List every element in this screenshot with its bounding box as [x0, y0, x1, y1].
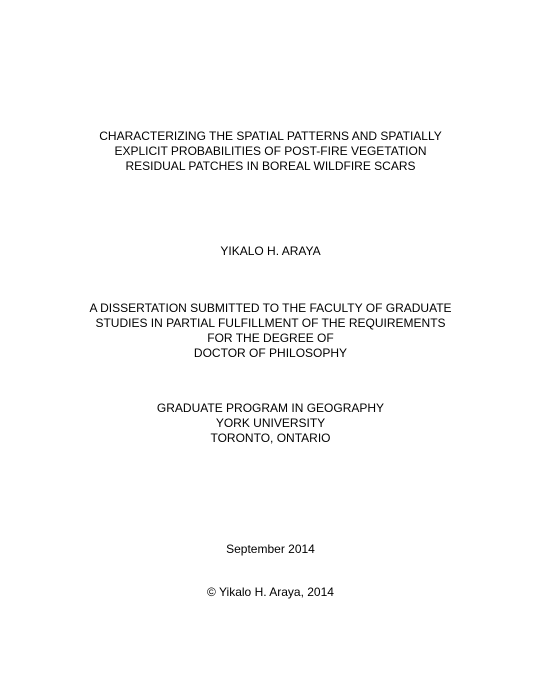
program-institution [0, 401, 541, 446]
program-line: GRADUATE PROGRAM IN GEOGRAPHY [156, 401, 385, 415]
institution-line: YORK UNIVERSITY [215, 416, 326, 430]
submission-date [0, 542, 541, 557]
statement-line: DOCTOR OF PHILOSOPHY [193, 346, 348, 360]
location-line: TORONTO, ONTARIO [210, 431, 331, 445]
title-line: RESIDUAL PATCHES IN BOREAL WILDFIRE SCARS [125, 159, 416, 173]
date-line: September 2014 [226, 542, 315, 556]
copyright-line: © Yikalo H. Araya, 2014 [207, 585, 334, 599]
author-name [0, 244, 541, 259]
submission-statement [0, 301, 541, 361]
statement-line: A DISSERTATION SUBMITTED TO THE FACULTY OF GRADUATE [89, 301, 452, 315]
statement-line: FOR THE DEGREE OF [207, 331, 334, 345]
title-line: EXPLICIT PROBABILITIES OF POST-FIRE VEGETATION [114, 144, 427, 158]
dissertation-title [0, 129, 541, 174]
title-line: CHARACTERIZING THE SPATIAL PATTERNS AND SPATIALLY [99, 129, 442, 143]
copyright-notice [0, 585, 541, 600]
statement-line: STUDIES IN PARTIAL FULFILLMENT OF THE REQUIREMENTS [95, 316, 446, 330]
author-line: YIKALO H. ARAYA [220, 244, 321, 258]
